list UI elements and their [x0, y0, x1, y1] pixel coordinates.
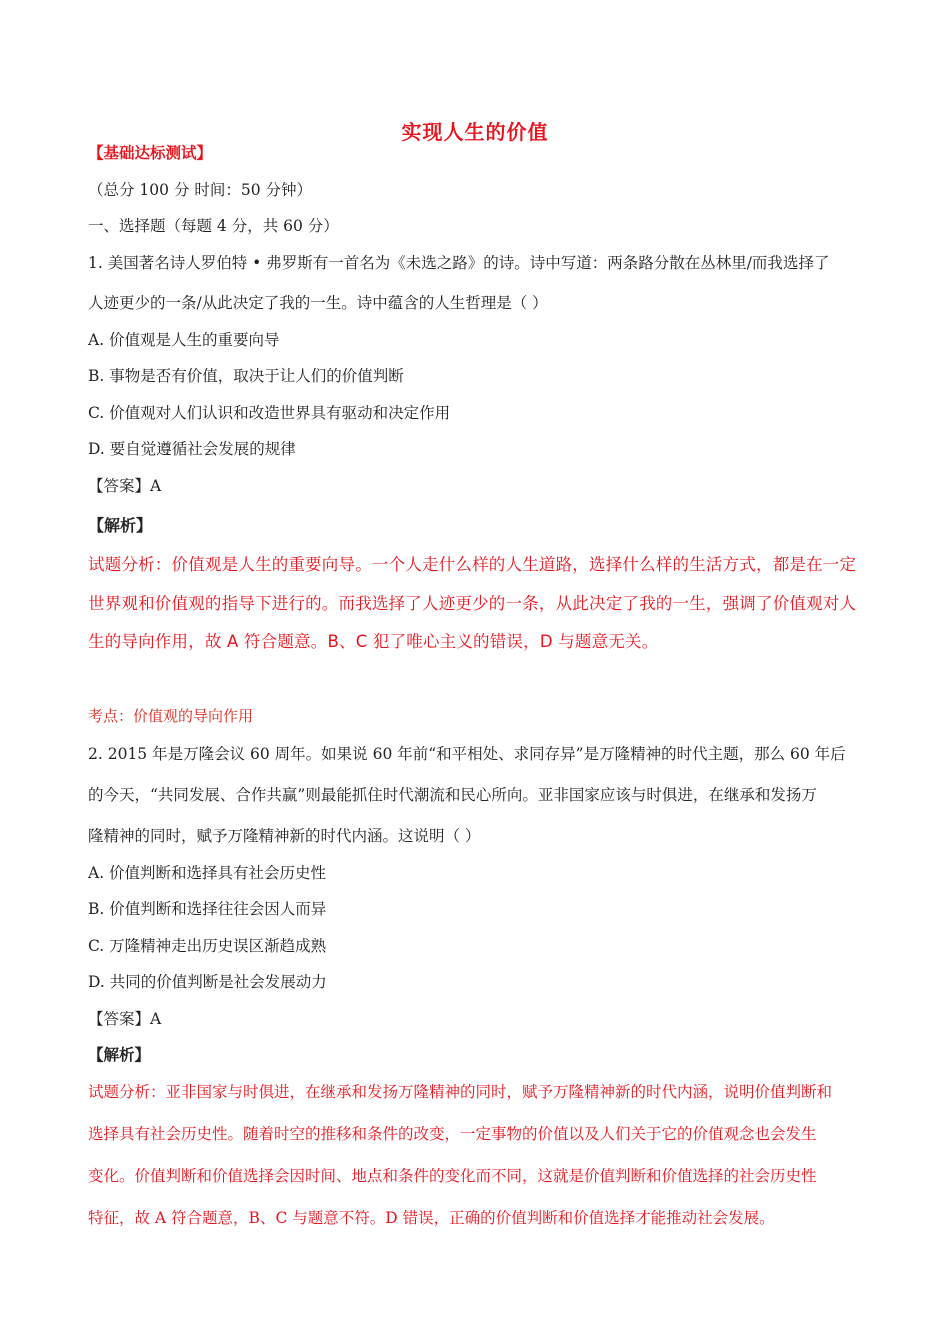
q1-key-point: 考点：价值观的导向作用 — [88, 707, 254, 725]
q1-analysis-line-1: 试题分析：价值观是人生的重要向导。一个人走什么样的人生道路，选择什么样的生活方式，都是在一定 — [88, 555, 857, 574]
q1-stem-line-2: 人迹更少的一条/从此决定了我的一生。诗中蕴含的人生哲理是（ ） — [88, 294, 548, 312]
q2-analysis-line-4: 特征，故 A 符合题意，B、C 与题意不符。D 错误，正确的价值判断和价值选择才能推动社会发展。 — [88, 1209, 775, 1227]
q1-option-b: B. 事物是否有价值，取决于让人们的价值判断 — [88, 367, 404, 385]
q2-stem-line-1: 2. 2015 年是万隆会议 60 周年。如果说 60 年前“和平相处、求同存异”是万隆精神的时代主题，那么 60 年后 — [88, 745, 846, 763]
exam-meta: （总分 100 分 时间：50 分钟） — [88, 181, 313, 199]
q1-analysis-line-3: 生的导向作用，故 A 符合题意。B、C 犯了唯心主义的错误，D 与题意无关。 — [88, 632, 659, 651]
q2-option-c: C. 万隆精神走出历史误区渐趋成熟 — [88, 937, 327, 955]
q1-answer: 【答案】A — [88, 477, 162, 495]
q2-option-a: A. 价值判断和选择具有社会历史性 — [88, 864, 327, 882]
q1-analysis-label: 【解析】 — [88, 516, 153, 535]
q2-option-d: D. 共同的价值判断是社会发展动力 — [88, 973, 327, 991]
q2-analysis-line-2: 选择具有社会历史性。随着时空的推移和条件的改变，一定事物的价值以及人们关于它的价值观念也会发生 — [88, 1125, 817, 1143]
q2-option-b: B. 价值判断和选择往往会因人而异 — [88, 900, 327, 918]
q2-answer: 【答案】A — [88, 1010, 162, 1028]
q2-stem-line-2: 的今天，“共同发展、合作共赢”则最能抓住时代潮流和民心所向。亚非国家应该与时俱进，在继承和发扬万 — [88, 786, 817, 804]
q2-analysis-line-3: 变化。价值判断和价值选择会因时间、地点和条件的变化而不同，这就是价值判断和价值选择的社会历史性 — [88, 1167, 817, 1185]
q1-analysis-line-2: 世界观和价值观的指导下进行的。而我选择了人迹更少的一条，从此决定了我的一生，强调了价值观对人 — [88, 594, 857, 613]
q2-analysis-line-1: 试题分析：亚非国家与时俱进，在继承和发扬万隆精神的同时，赋予万隆精神新的时代内涵，说明价值判断和 — [88, 1083, 833, 1101]
q2-stem-line-3: 隆精神的同时，赋予万隆精神新的时代内涵。这说明（ ） — [88, 827, 481, 845]
q1-stem-line-1: 1. 美国著名诗人罗伯特 • 弗罗斯有一首名为《未选之路》的诗。诗中写道：两条路分散在丛林里/而我选择了 — [88, 254, 830, 272]
section-tag: 【基础达标测试】 — [88, 144, 213, 162]
q1-option-d: D. 要自觉遵循社会发展的规律 — [88, 440, 296, 458]
page-title: 实现人生的价值 — [401, 120, 549, 144]
q1-option-a: A. 价值观是人生的重要向导 — [88, 331, 280, 349]
q1-option-c: C. 价值观对人们认识和改造世界具有驱动和决定作用 — [88, 404, 451, 422]
part-heading: 一、选择题（每题 4 分，共 60 分） — [88, 217, 339, 235]
q2-analysis-label: 【解析】 — [88, 1046, 151, 1064]
